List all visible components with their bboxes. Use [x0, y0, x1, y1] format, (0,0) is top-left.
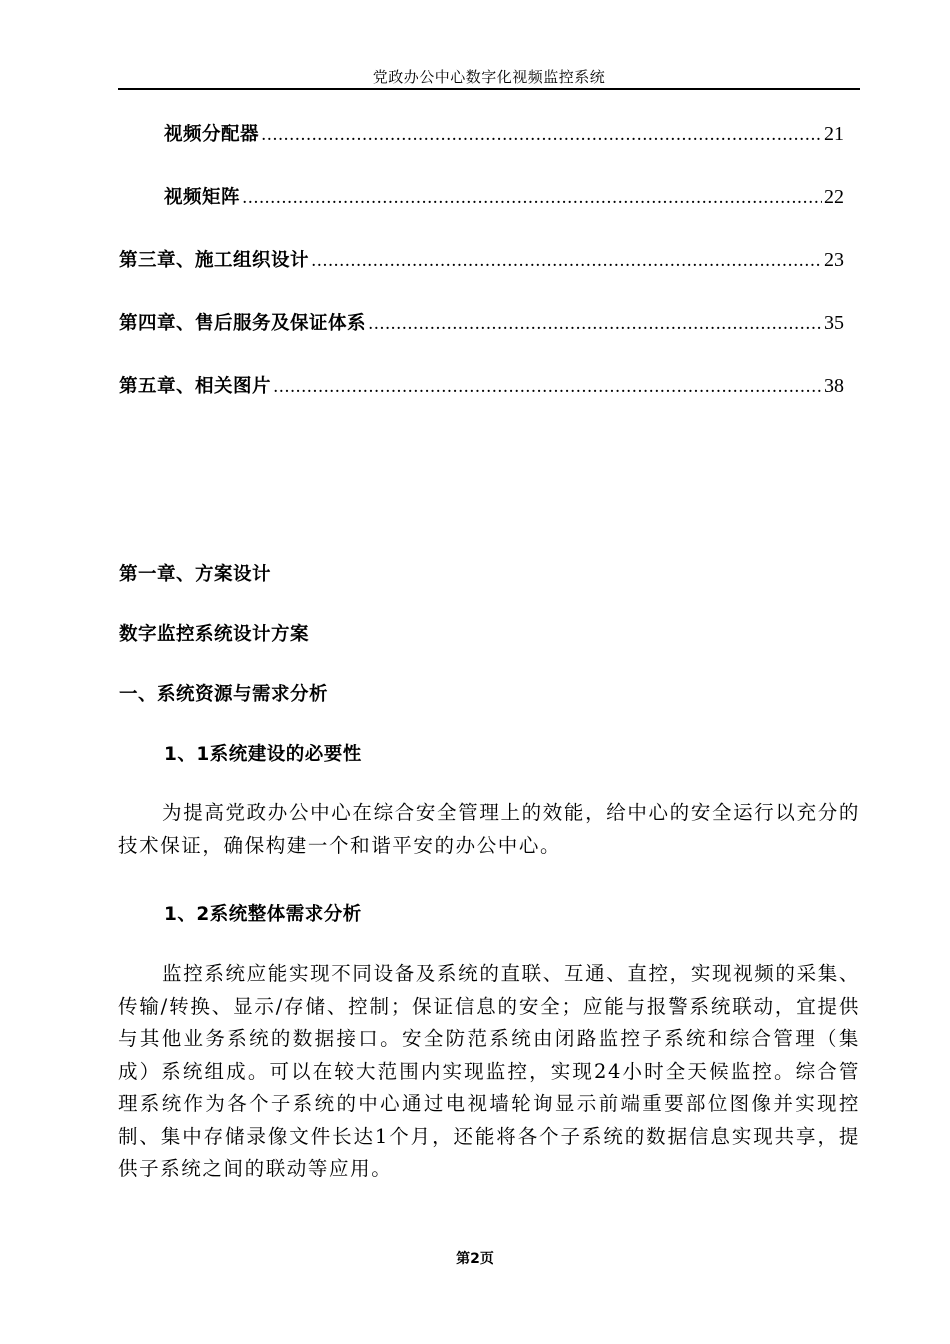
toc-dot-leader: [311, 251, 822, 271]
body-paragraph: [118, 958, 860, 1186]
toc-dot-leader: [273, 377, 822, 397]
plan-title: 数字监控系统设计方案: [119, 624, 310, 645]
subsection-title: 1、1系统建设的必要性: [164, 744, 362, 765]
toc-entry-label: 第四章、售后服务及保证体系: [119, 313, 367, 334]
toc-entry-page: 38: [824, 375, 844, 397]
toc-entry-page: 35: [824, 312, 844, 334]
page-number: 第2页: [456, 1251, 494, 1267]
page-header-title: 党政办公中心数字化视频监控系统: [372, 68, 606, 86]
toc-entry-page: 21: [824, 123, 844, 145]
toc-entry-label: 第三章、施工组织设计: [119, 250, 310, 271]
toc-entry-label: 第五章、相关图片: [119, 376, 272, 397]
section-title: 一、系统资源与需求分析: [119, 684, 329, 705]
toc-entry[interactable]: [164, 183, 844, 213]
toc-entry-label: 视频矩阵: [164, 187, 241, 208]
chapter-title: 第一章、方案设计: [119, 564, 272, 585]
subsection-title: 1、2系统整体需求分析: [164, 904, 362, 925]
paragraph-text: 为提高党政办公中心在综合安全管理上的效能，给中心的安全运行以充分的技术保证，确保构建一个和谐平安的办公中心。: [118, 801, 860, 857]
header-divider: [118, 88, 860, 90]
body-paragraph: [118, 797, 860, 862]
toc-entry[interactable]: [119, 246, 844, 276]
toc-dot-leader: [242, 188, 822, 208]
toc-entry[interactable]: [119, 372, 844, 402]
paragraph-text: 监控系统应能实现不同设备及系统的直联、互通、直控，实现视频的采集、传输/转换、显示/存储、控制；保证信息的安全；应能与报警系统联动，宜提供与其他业务系统的数据接口。安全防范系统由闭路监控子系统和综合管理（集成）系统组成。可以在较大范围内实现监控，实现24小时全天候监控。综合管理系统作为各个子系统的中心通过电视墙轮询显示前端重要部位图像并实现控制、集中存储录像文件长达1个月，还能将各个子系统的数据信息实现共享，提供子系统之间的联动等应用。: [118, 962, 860, 1180]
toc-entry-page: 23: [824, 249, 844, 271]
toc-entry-label: 视频分配器: [164, 124, 260, 145]
toc-entry[interactable]: [164, 120, 844, 150]
toc-entry-page: 22: [824, 186, 844, 208]
toc-dot-leader: [261, 125, 822, 145]
toc-dot-leader: [368, 314, 822, 334]
toc-entry[interactable]: [119, 309, 844, 339]
